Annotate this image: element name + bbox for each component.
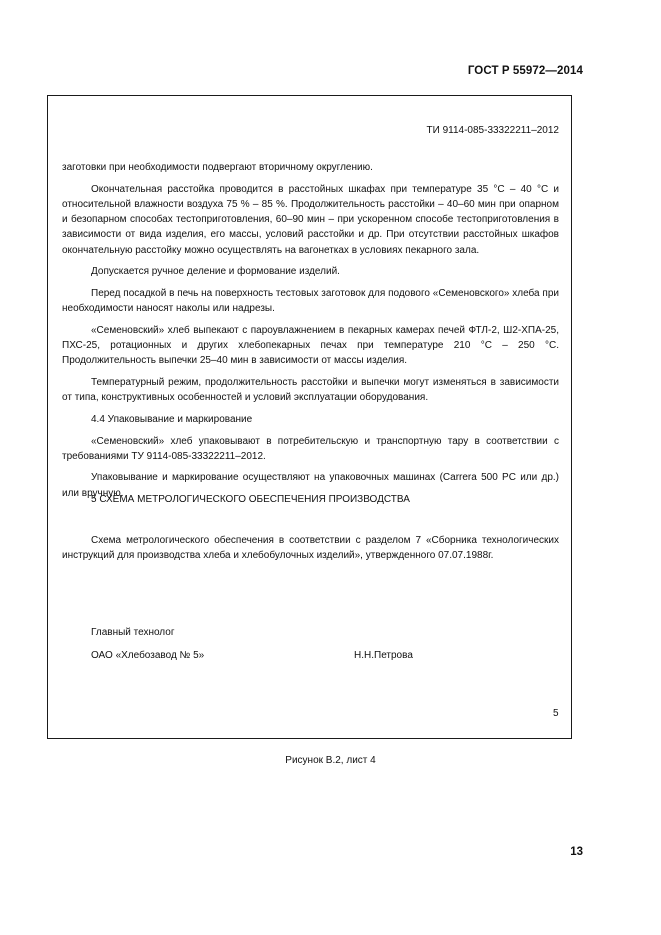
paragraph-baking: «Семеновский» хлеб выпекают с пароувлажнением в пекарных камерах печей ФТЛ-2, Ш2-ХПА-25, ПХС-25, ротационных и других хлебопекарных печах при температуре 210 °С – 250 °С. Продолжительность выпечки 25–40 мин в зависимости от массы изделия.	[62, 324, 559, 367]
signature-name: Н.Н.Петрова	[354, 650, 413, 661]
paragraph-scoring: Перед посадкой в печь на поверхность тестовых заготовок для подового «Семеновского» хлеба при необходимости наносят наколы или надрезы.	[62, 287, 559, 315]
signature-position: Главный технолог	[91, 627, 175, 638]
ti-code: ТИ 9114-085-33322211–2012	[426, 125, 559, 136]
inner-page-number: 5	[553, 708, 559, 719]
paragraph-packaging: «Семеновский» хлеб упаковывают в потребительскую и транспортную тару в соответствии с требованиями ТУ 9114-085-33322211–2012.	[62, 435, 559, 462]
figure-frame	[47, 95, 572, 739]
technology-text	[62, 160, 559, 507]
paragraph-metrology-scheme: Схема метрологического обеспечения в соответствии с разделом 7 «Сборника технологических инструкций для производства хлеба и хлебобулочных изделий», утвержденного 07.07.1988г.	[62, 535, 559, 562]
document-standard-header: ГОСТ Р 55972—2014	[467, 65, 583, 77]
paragraph-manual-division: Допускается ручное деление и формование изделий.	[91, 266, 340, 278]
subsection-heading-packaging: 4.4 Упаковывание и маркирование	[91, 413, 253, 425]
paragraph-final-proofing: Окончательная расстойка проводится в расстойных шкафах при температуре 35 °С – 40 °С и относительной влажности воздуха 75 % – 85 %. Продолжительность расстойки – 40–60 мин при опарном и безопарном способах тестоприготовления, 60–90 мин – при ускоренном способе тестоприготовления в зависимости от вида изделия, его массы, условий расстойки и др. При отсутствии расстойных шкафов окончательную расстойку можно осуществлять на вагонетках в условиях пекарного зала.	[62, 183, 559, 256]
paragraph-packaging-machines: Упаковывание и маркирование осуществляют на упаковочных машинах (Carrera 500 PC или др.) или вручную.	[62, 472, 559, 499]
paragraph-temperature-regime: Температурный режим, продолжительность расстойки и выпечки могут изменяться в зависимости от типа, конструктивных особенностей и условий эксплуатации оборудования.	[62, 376, 559, 404]
paragraph-continuation: заготовки при необходимости подвергают вторичному округлению.	[62, 162, 373, 173]
page-number: 13	[570, 846, 583, 858]
signature-company: ОАО «Хлебозавод № 5»	[91, 650, 205, 661]
figure-caption: Рисунок В.2, лист 4	[285, 755, 376, 766]
section-title-metrology: 5 СХЕМА МЕТРОЛОГИЧЕСКОГО ОБЕСПЕЧЕНИЯ ПРОИЗВОДСТВА	[91, 494, 410, 505]
